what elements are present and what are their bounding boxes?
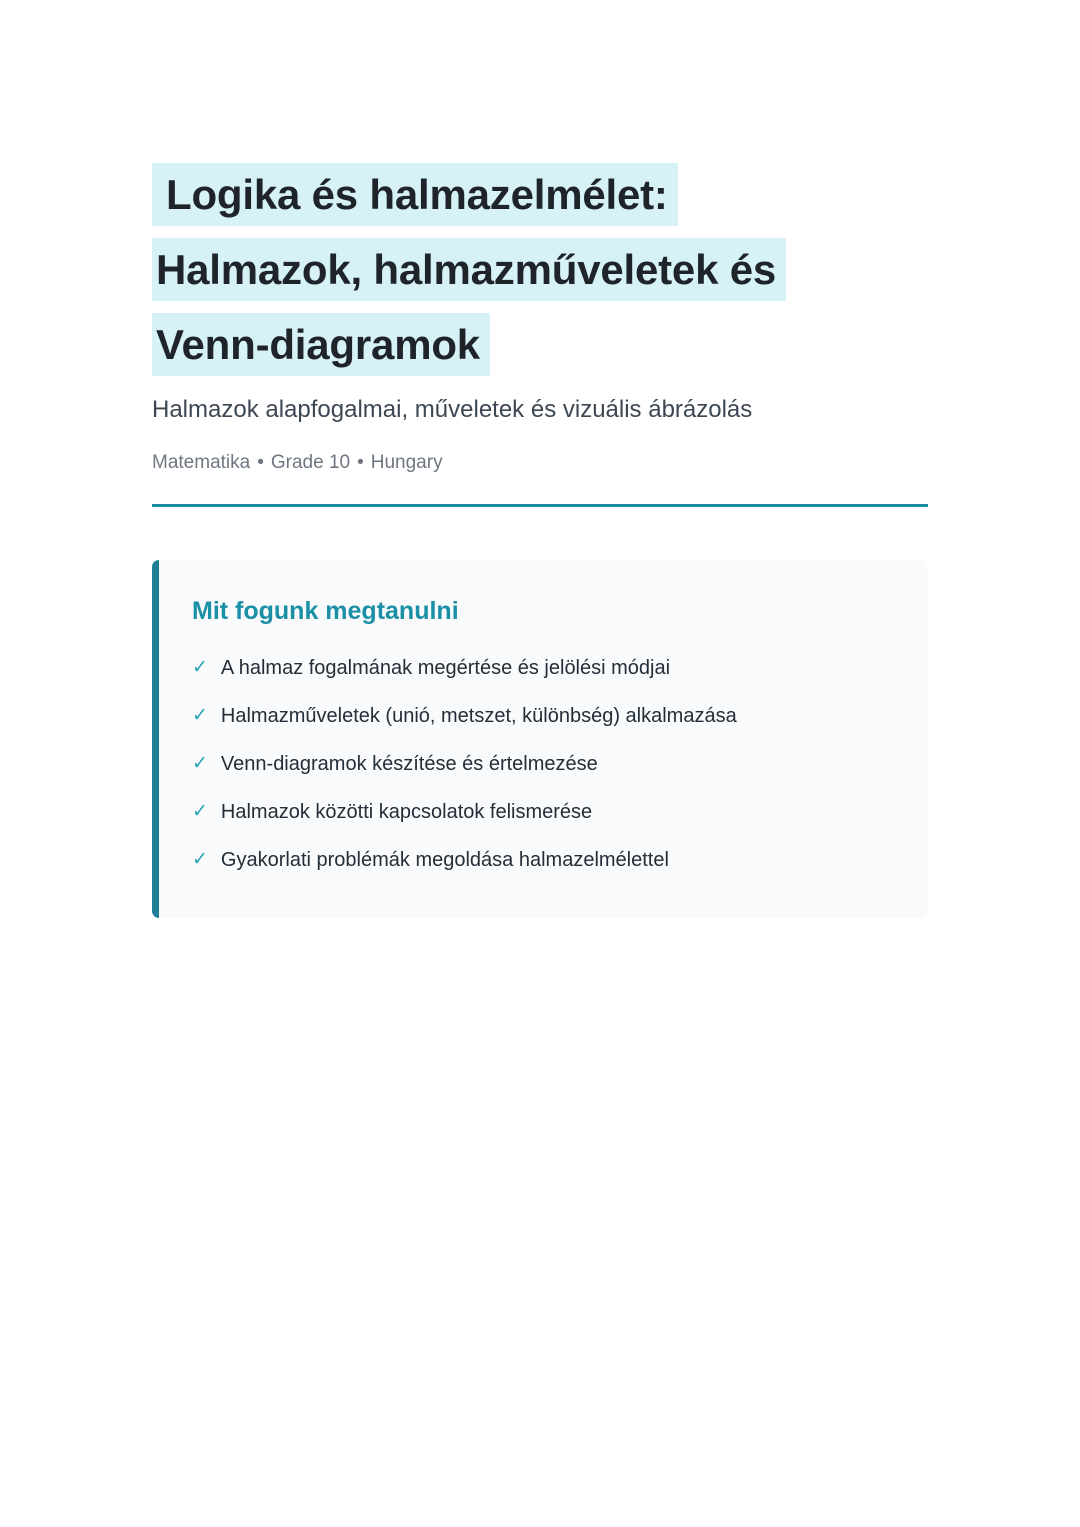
title-highlight: Halmazok, halmazműveletek és	[152, 238, 786, 301]
meta-grade: Grade 10	[270, 452, 351, 473]
course-meta	[152, 452, 928, 474]
meta-separator: •	[257, 452, 264, 473]
objectives-list	[192, 656, 888, 872]
page-content	[152, 0, 928, 918]
subtitle: Halmazok alapfogalmai, műveletek és vizuális ábrázolás	[152, 396, 753, 423]
check-icon: ✓	[192, 849, 208, 870]
meta-country: Hungary	[370, 452, 443, 473]
title-line	[152, 313, 928, 376]
title-highlight: Logika és halmazelmélet:	[152, 163, 678, 226]
objective-text: Halmazok közötti kapcsolatok felismerése	[220, 801, 593, 823]
card-title: Mit fogunk megtanulni	[192, 597, 459, 625]
learning-objectives-card	[152, 560, 928, 918]
check-icon: ✓	[192, 753, 208, 774]
objective-item	[192, 800, 888, 824]
check-icon: ✓	[192, 657, 208, 678]
page-title	[152, 163, 928, 376]
objective-text: Gyakorlati problémák megoldása halmazelmélettel	[220, 849, 669, 871]
objective-item	[192, 848, 888, 872]
meta-separator: •	[357, 452, 364, 473]
objective-text: A halmaz fogalmának megértése és jelölési módjai	[220, 657, 671, 679]
check-icon: ✓	[192, 705, 208, 726]
objective-text: Venn-diagramok készítése és értelmezése	[220, 753, 598, 775]
title-line	[152, 163, 928, 226]
section-divider	[152, 504, 928, 507]
objective-item	[192, 752, 888, 776]
objective-text: Halmazműveletek (unió, metszet, különbség) alkalmazása	[220, 705, 737, 727]
objective-item	[192, 656, 888, 680]
title-highlight: Venn-diagramok	[152, 313, 490, 376]
title-line	[152, 238, 928, 301]
meta-subject: Matematika	[152, 452, 251, 473]
check-icon: ✓	[192, 801, 208, 822]
objective-item	[192, 704, 888, 728]
